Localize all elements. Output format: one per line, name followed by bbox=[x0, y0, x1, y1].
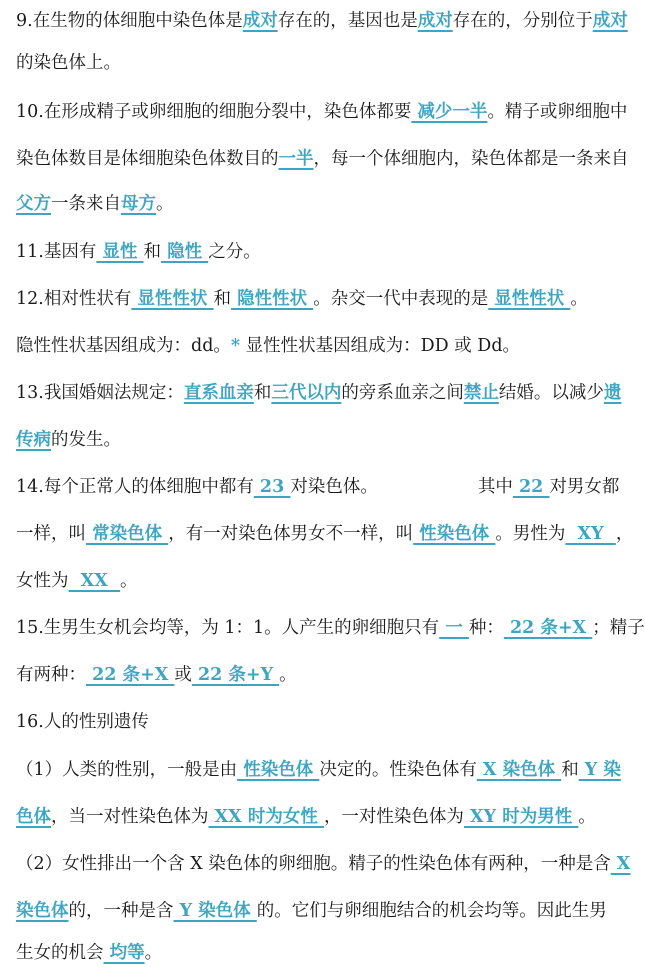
text: 对男女都 bbox=[549, 477, 620, 497]
item-12-line-2 bbox=[16, 331, 632, 361]
text: 女性为 bbox=[16, 571, 69, 591]
text: ，当一对性染色体为 bbox=[51, 807, 209, 827]
text: 隐性性状基因组成为：dd。 bbox=[16, 336, 231, 356]
item-16-2-line-2 bbox=[16, 896, 632, 926]
text: （2）女性排出一个含 X 染色体的卵细胞。精子的性染色体有两种，一种是含 bbox=[16, 854, 611, 874]
text: 的染色体上。 bbox=[16, 53, 121, 73]
text: 一样，叫 bbox=[16, 524, 86, 544]
text: 的旁系血亲之间 bbox=[341, 383, 464, 403]
text: 。男性为 bbox=[495, 524, 566, 544]
text: 。 bbox=[156, 194, 174, 214]
item-10-line-2 bbox=[16, 144, 632, 174]
text: ，每一个体细胞内，染色体都是一条来自 bbox=[313, 149, 629, 169]
text: 10.在形成精子或卵细胞的细胞分裂中，染色体都要 bbox=[16, 102, 412, 122]
answer-blank: X 染色体 bbox=[476, 760, 562, 780]
text: 的，一种是含 bbox=[68, 901, 174, 921]
answer-blank: 色体 bbox=[16, 807, 51, 827]
answer-blank: 一 bbox=[439, 618, 469, 638]
answer-blank: 22 条+X bbox=[86, 665, 175, 685]
item-14-line-3 bbox=[16, 566, 632, 596]
answer-blank: 显性 bbox=[96, 242, 144, 262]
text: 13.我国婚姻法规定： bbox=[16, 383, 184, 403]
answer-blank: Y 染 bbox=[578, 760, 621, 780]
text: 9.在生物的体细胞中染色体是 bbox=[16, 11, 243, 31]
item-15-line-2 bbox=[16, 660, 632, 690]
answer-blank: 染色体 bbox=[16, 901, 69, 921]
answer-blank: 遗 bbox=[603, 383, 622, 403]
text: 和 bbox=[143, 242, 162, 262]
answer-blank: 显性性状 bbox=[488, 289, 571, 309]
item-9-line-2 bbox=[16, 48, 632, 78]
text: 12.相对性状有 bbox=[16, 289, 132, 309]
answer-blank: 禁止 bbox=[463, 383, 499, 403]
answer-blank: 显性性状 bbox=[131, 289, 214, 309]
item-15-line-1 bbox=[16, 613, 645, 643]
item-12-line-1 bbox=[16, 284, 632, 314]
text: 决定的。性染色体有 bbox=[319, 760, 477, 780]
item-13-line-2 bbox=[16, 425, 632, 455]
answer-blank: 成对 bbox=[417, 11, 453, 31]
text: 16.人的性别遗传 bbox=[16, 712, 149, 732]
answer-blank: 22 条+X bbox=[503, 618, 593, 638]
answer-blank: 性染色体 bbox=[237, 760, 320, 780]
text: ，有一对染色体男女不一样，叫 bbox=[168, 524, 414, 544]
text: 生女的机会 bbox=[16, 943, 104, 963]
answer-blank: 常染色体 bbox=[86, 524, 169, 544]
text: 。精子或卵细胞中 bbox=[487, 102, 628, 122]
text: （1）人类的性别，一般是由 bbox=[16, 760, 238, 780]
answer-blank: 22 条+Y bbox=[191, 665, 280, 685]
item-14-line-2 bbox=[16, 519, 632, 549]
text: 有两种： bbox=[16, 665, 86, 685]
answer-blank: 直系血亲 bbox=[183, 383, 254, 403]
item-10-line-3 bbox=[16, 189, 632, 219]
text: 。 bbox=[144, 943, 163, 963]
item-16-2-line-3 bbox=[16, 938, 632, 968]
text: 。 bbox=[578, 807, 596, 827]
item-16-1-line-2 bbox=[16, 802, 632, 832]
answer-blank: 均等 bbox=[103, 943, 145, 963]
text: 和 bbox=[213, 289, 232, 309]
text: 存在的，分别位于 bbox=[452, 11, 593, 31]
answer-blank: 三代以内 bbox=[271, 383, 342, 403]
text: 和 bbox=[561, 760, 579, 780]
text: 。杂交一代中表现的是 bbox=[313, 289, 489, 309]
answer-blank: XX bbox=[68, 571, 121, 591]
answer-blank: 传病 bbox=[16, 430, 51, 450]
answer-blank: 22 bbox=[512, 477, 550, 497]
answer-blank: Y 染色体 bbox=[173, 901, 257, 921]
item-10-line-1 bbox=[16, 97, 632, 127]
text: 的。它们与卵细胞结合的机会均等。因此生男 bbox=[256, 901, 607, 921]
answer-blank: XY 时为男性 bbox=[463, 807, 579, 827]
text: 11.基因有 bbox=[16, 242, 97, 262]
text: 14.每个正常人的体细胞中都有 bbox=[16, 477, 254, 497]
item-16-2-line-1 bbox=[16, 849, 632, 879]
answer-blank: 23 bbox=[253, 477, 291, 497]
answer-blank: 减少一半 bbox=[411, 102, 488, 122]
text: 结婚。以减少 bbox=[498, 383, 604, 403]
answer-blank: 父方 bbox=[16, 194, 51, 214]
text: 其中 bbox=[477, 477, 513, 497]
answer-blank: 母方 bbox=[121, 194, 156, 214]
item-16-title bbox=[16, 707, 632, 737]
text: 或 bbox=[174, 665, 192, 685]
item-14-line-1 bbox=[16, 472, 632, 502]
text: ；精子 bbox=[592, 618, 645, 638]
text: 。 bbox=[570, 289, 588, 309]
text: 对染色体。 bbox=[290, 477, 378, 497]
text: 。 bbox=[120, 571, 138, 591]
text: 一条来自 bbox=[51, 194, 121, 214]
answer-blank: 一半 bbox=[278, 149, 314, 169]
item-9-line-1 bbox=[16, 6, 632, 36]
answer-blank: X bbox=[610, 854, 631, 874]
asterisk-mark: * bbox=[230, 336, 241, 356]
answer-blank: 隐性性状 bbox=[231, 289, 314, 309]
text: 。 bbox=[279, 665, 297, 685]
answer-blank: 成对 bbox=[592, 11, 628, 31]
text: 和 bbox=[253, 383, 272, 403]
text: 种： bbox=[468, 618, 504, 638]
answer-blank: XY bbox=[565, 524, 616, 544]
text: 染色体数目是体细胞染色体数目的 bbox=[16, 149, 279, 169]
text: 显性性状基因组成为：DD 或 Dd。 bbox=[240, 336, 521, 356]
answer-blank: XX 时为女性 bbox=[208, 807, 324, 827]
text: ，一对性染色体为 bbox=[323, 807, 464, 827]
answer-blank: 性染色体 bbox=[413, 524, 496, 544]
text: ， bbox=[615, 524, 634, 544]
item-11-line-1 bbox=[16, 237, 632, 267]
text: 15.生男生女机会均等，为 1：1。人产生的卵细胞只有 bbox=[16, 618, 440, 638]
item-13-line-1 bbox=[16, 378, 632, 408]
text: 存在的，基因也是 bbox=[277, 11, 418, 31]
answer-blank: 隐性 bbox=[161, 242, 209, 262]
text: 的发生。 bbox=[51, 430, 121, 450]
item-16-1-line-1 bbox=[16, 755, 632, 785]
answer-blank: 成对 bbox=[242, 11, 278, 31]
text: 之分。 bbox=[208, 242, 261, 262]
